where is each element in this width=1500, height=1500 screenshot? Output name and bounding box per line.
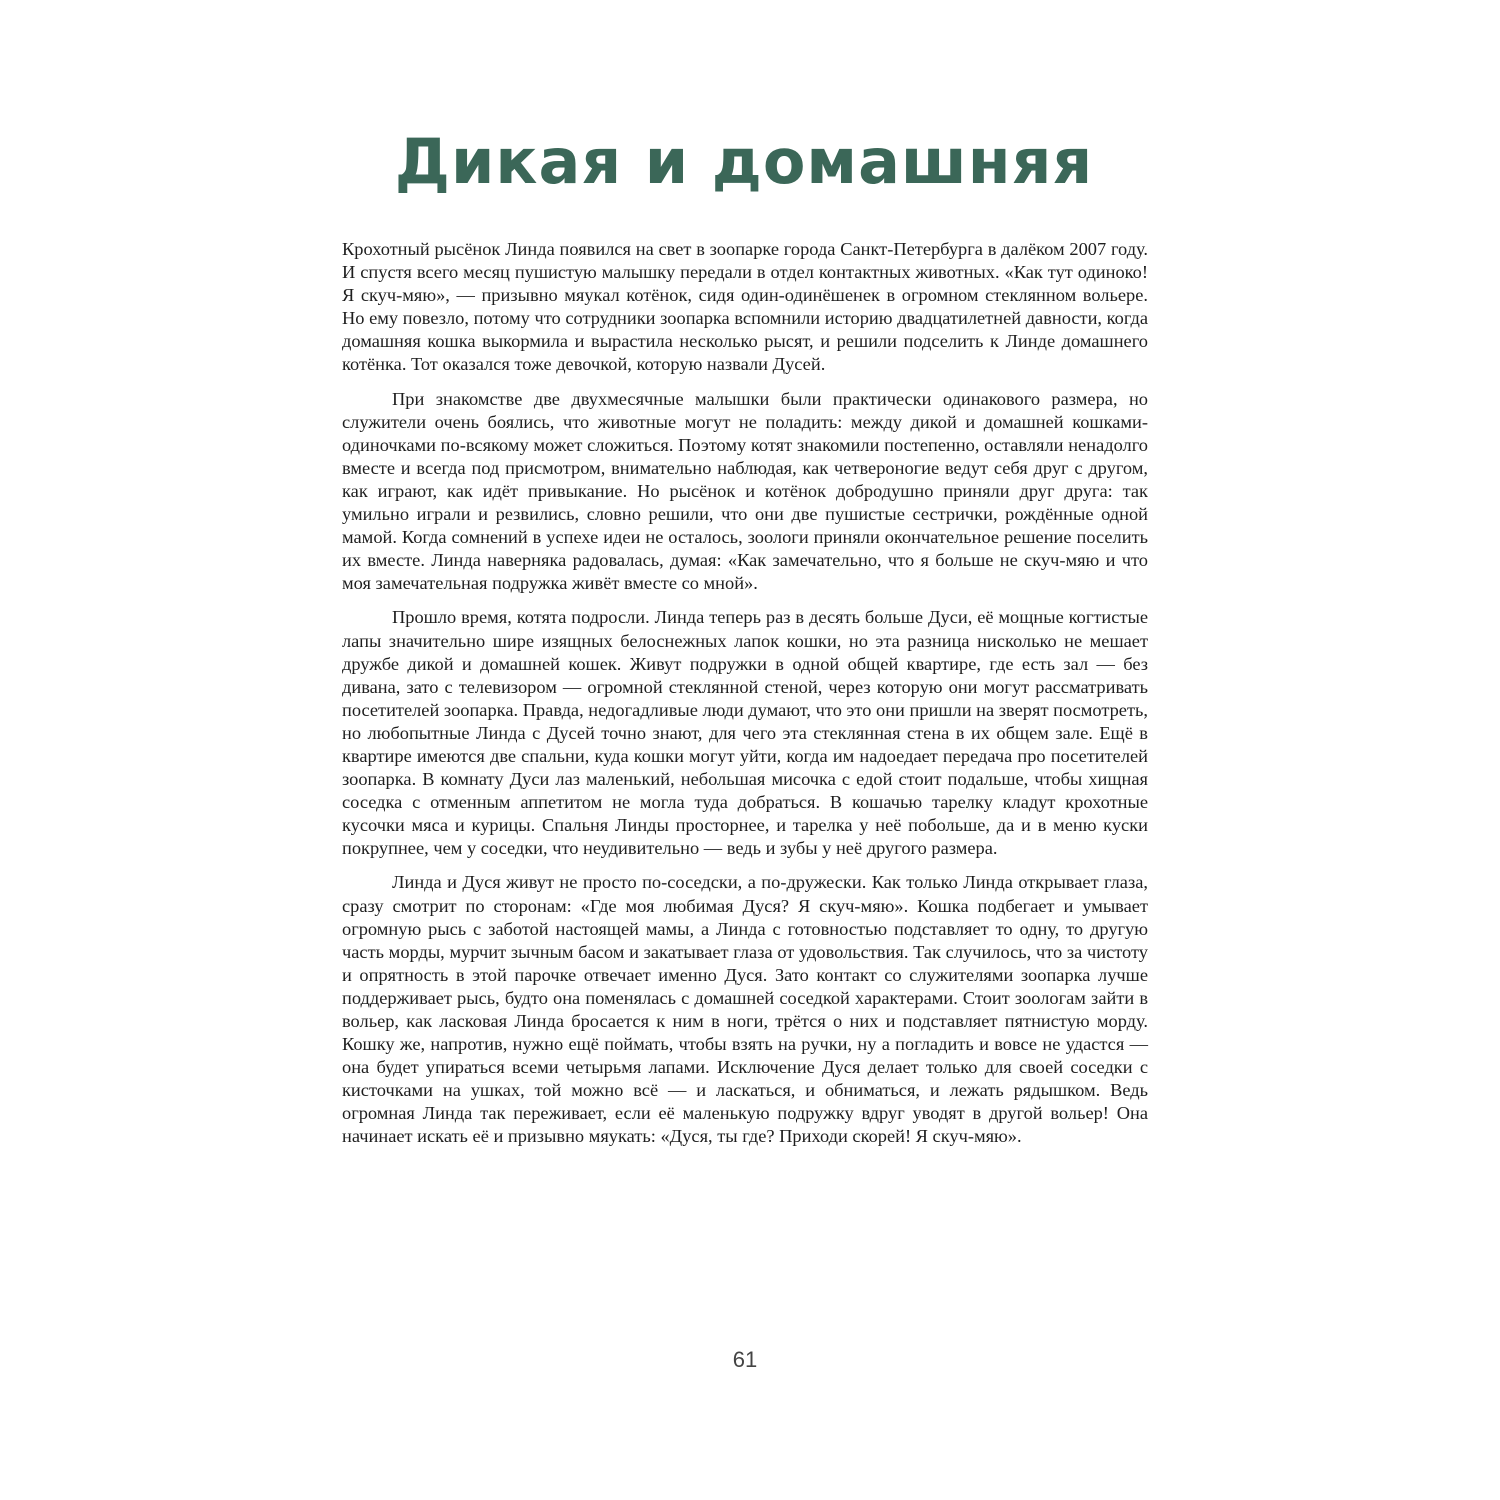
paragraph-3: Прошло время, котята подросли. Линда теперь раз в десять больше Дуси, её мощные когтистые лапы значительно шире изящных белоснежных лапок кошки, но эта разница нисколько не мешает дружбе дикой и домашней кошек. Живут подружки в одной общей квартире, где есть зал — без дивана, зато с телевизором — огромной стеклянной стеной, через которую они могут рассматривать посетителей зоопарка. Правда, недогадливые люди думают, что это они пришли на зверят посмотреть, но любопытные Линда с Дусей точно знают, для чего эта стеклянная стена в их общем зале. Ещё в квартире имеются две спальни, куда кошки могут уйти, когда им надоедает передача про посетителей зоопарка. В комнату Дуси лаз маленький, небольшая мисочка с едой стоит подальше, чтобы хищная соседка с отменным аппетитом не могла туда добраться. В кошачью тарелку кладут крохотные кусочки мяса и курицы. Спальня Линды просторнее, и тарелка у неё побольше, да и в меню куски покрупнее, чем у соседки, что неудивительно — ведь и зубы у неё другого размера. xyxy=(342,607,1148,859)
paragraph-1: Крохотный рысёнок Линда появился на свет в зоопарке города Санкт-Петербурга в далёком 2007 году. И спустя всего месяц пушистую малышку передали в отдел контактных животных. «Как тут одиноко! Я скуч-мяю», — призывно мяукал котёнок, сидя один-одинёшенек в огромном стеклянном вольере. Но ему повезло, потому что сотрудники зоопарка вспомнили историю двадцатилетней давности, когда домашняя кошка выкормила и вырастила несколько рысят, и решили подселить к Линде домашнего котёнка. Тот оказался тоже девочкой, которую назвали Дусей. xyxy=(342,239,1148,375)
page-title: Дикая и домашняя xyxy=(394,125,1094,198)
paragraph-4: Линда и Дуся живут не просто по-соседски, а по-дружески. Как только Линда открывает глаза, сразу смотрит по сторонам: «Где моя любимая Дуся? Я скуч-мяю». Кошка подбегает и умывает огромную рысь с заботой настоящей мамы, а Линда с готовностью подставляет то одну, то другую часть морды, мурчит зычным басом и закатывает глаза от удовольствия. Так случилось, что за чистоту и опрятность в этой парочке отвечает именно Дуся. Зато контакт со служителями зоопарка лучше поддерживает рысь, будто она поменялась с домашней соседкой характерами. Стоит зоологам зайти в вольер, как ласковая Линда бросается к ним в ноги, трётся о них и подставляет пятнистую морду. Кошку же, напротив, нужно ещё поймать, чтобы взять на ручки, ну а погладить и вовсе не удастся — она будет упираться всеми четырьмя лапами. Исключение Дуся делает только для своей соседки с кисточками на ушках, той можно всё — и ласкаться, и обниматься, и лежать рядышком. Ведь огромная Линда так переживает, если её маленькую подружку вдруг уводят в другой вольер! Она начинает искать её и призывно мяукать: «Дуся, ты где? Приходи скорей! Я скуч-мяю». xyxy=(342,872,1148,1147)
body-text xyxy=(342,238,1148,1160)
paragraph-2: При знакомстве две двухмесячные малышки были практически одинакового размера, но служители очень боялись, что животные могут не поладить: между дикой и домашней кошками-одиночками по-всякому может сложиться. Поэтому котят знакомили постепенно, оставляли ненадолго вместе и всегда под присмотром, внимательно наблюдая, как четвероногие ведут себя друг с другом, как играют, как идёт привыкание. Но рысёнок и котёнок добродушно приняли друг друга: так умильно играли и резвились, словно решили, что они две пушистые сестрички, рождённые одной мамой. Когда сомнений в успехе идеи не осталось, зоологи приняли окончательное решение поселить их вместе. Линда наверняка радовалась, думая: «Как замечательно, что я больше не скуч-мяю и что моя замечательная подружка живёт вместе со мной». xyxy=(342,388,1148,594)
page-number: 61 xyxy=(732,1347,758,1372)
